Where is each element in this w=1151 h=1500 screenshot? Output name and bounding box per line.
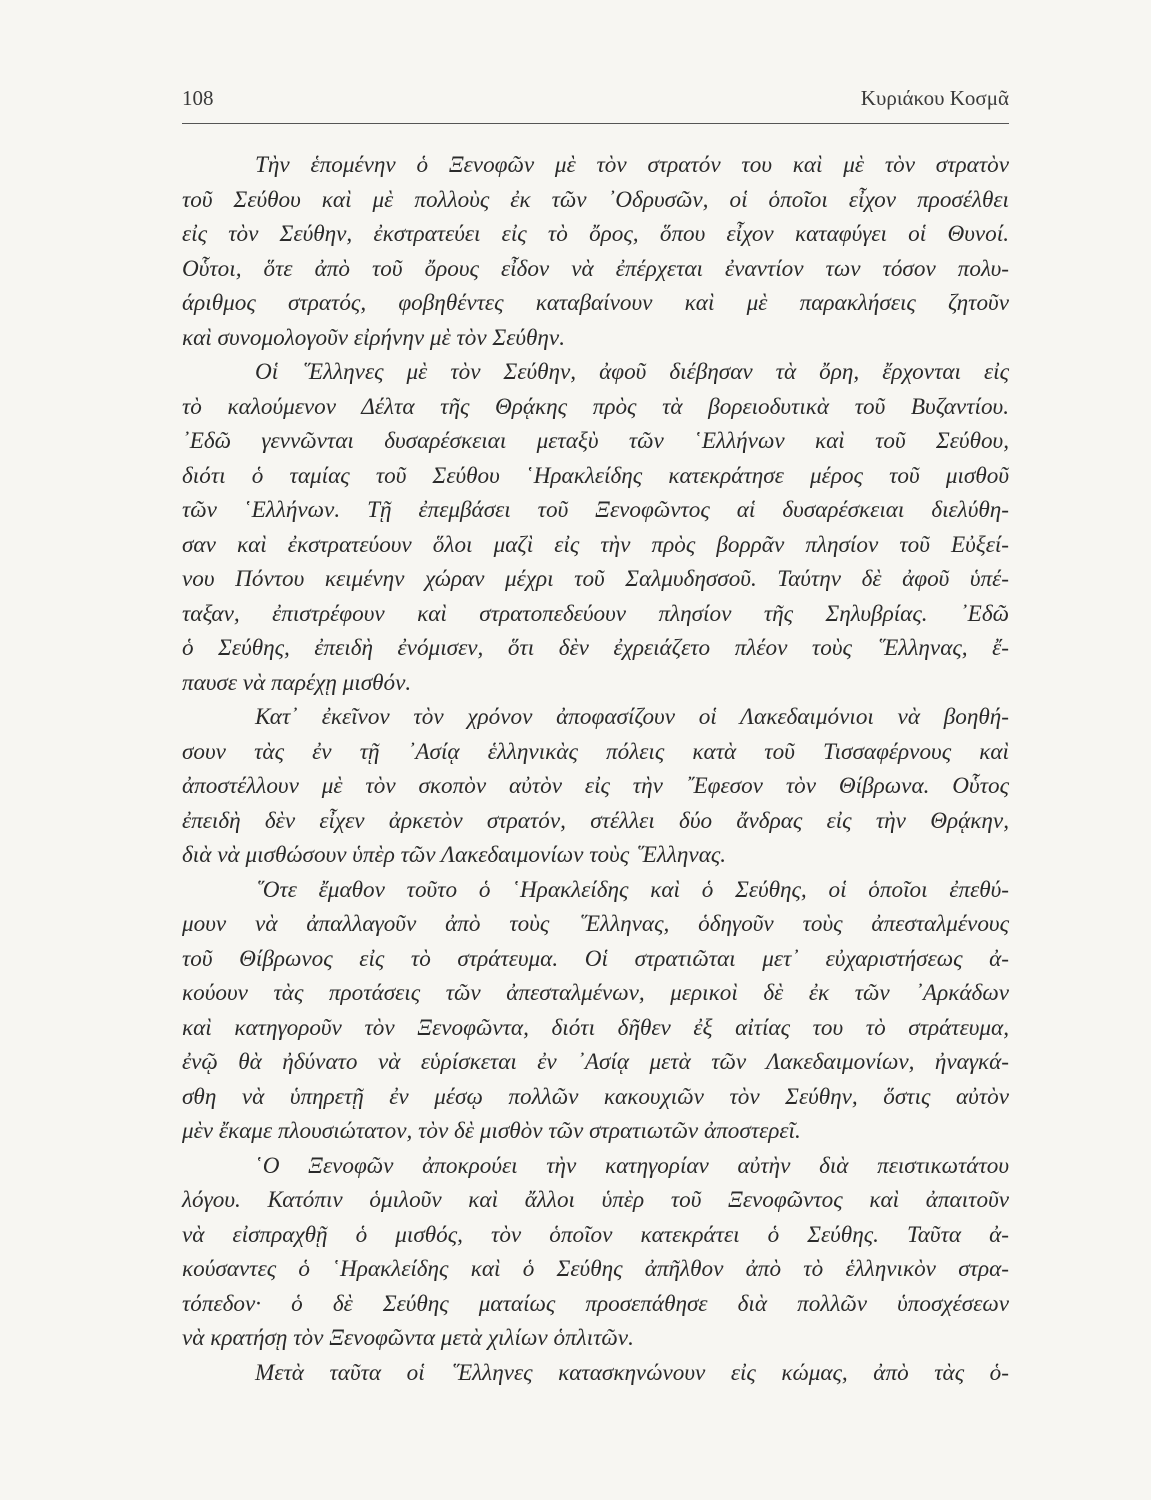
text-line: Κατ᾿ ἐκεῖνον τὸν χρόνον ἀποφασίζουν οἱ Λακεδαιμόνιοι νὰ βοηθή- xyxy=(255,704,1009,730)
text-line: τοῦ Θίβρωνος εἰς τὸ στράτευμα. Οἱ στρατιῶται μετ᾿ εὐχαριστήσεως ἀ- xyxy=(182,945,1009,972)
page-number: 108 xyxy=(182,86,214,110)
text-line: σθη νὰ ὑπηρετῇ ἐν μέσῳ πολλῶν κακουχιῶν τὸν Σεύθην, ὅστις αὐτὸν xyxy=(182,1083,1009,1110)
header-rule xyxy=(182,123,1009,124)
running-header xyxy=(182,86,1009,111)
text-line: τὸ καλούμενον Δέλτα τῆς Θρᾴκης πρὸς τὰ βορειοδυτικὰ τοῦ Βυζαντίου. xyxy=(182,393,1009,420)
text-line: ταξαν, ἐπιστρέφουν καὶ στρατοπεδεύουν πλησίον τῆς Σηλυβρίας. ᾿Εδῶ xyxy=(182,600,1009,627)
text-line: Οἱ ῞Ελληνες μὲ τὸν Σεύθην, ἀφοῦ διέβησαν τὰ ὄρη, ἔρχονται εἰς xyxy=(255,359,1009,385)
running-title: Κυριάκου Κοσμᾶ xyxy=(860,86,1009,110)
text-line: νὰ κρατήσῃ τὸν Ξενοφῶντα μετὰ χιλίων ὁπλιτῶν. xyxy=(182,1325,634,1351)
text-line: Τὴν ἑπομένην ὁ Ξενοφῶν μὲ τὸν στρατόν του καὶ μὲ τὸν στρατὸν xyxy=(255,152,1009,178)
text-line: ᾿Εδῶ γεννῶνται δυσαρέσκειαι μεταξὺ τῶν ῾Ελλήνων καὶ τοῦ Σεύθου, xyxy=(182,428,1009,454)
text-line: Μετὰ ταῦτα οἱ ῞Ελληνες κατασκηνώνουν εἰς κώμας, ἀπὸ τὰς ὁ- xyxy=(255,1359,1009,1386)
text-line: παυσε νὰ παρέχῃ μισθόν. xyxy=(182,669,412,696)
text-line: καὶ κατηγοροῦν τὸν Ξενοφῶντα, διότι δῆθεν ἐξ αἰτίας του τὸ στράτευμα, xyxy=(182,1014,1009,1041)
text-line: ῾Ο Ξενοφῶν ἀποκρούει τὴν κατηγορίαν αὐτὴν διὰ πειστικωτάτου xyxy=(255,1152,1009,1179)
text-line: εἰς τὸν Σεύθην, ἐκστρατεύει εἰς τὸ ὄρος, ὅπου εἶχον καταφύγει οἱ Θυνοί. xyxy=(182,221,1009,247)
text-line: ἀποστέλλουν μὲ τὸν σκοπὸν αὐτὸν εἰς τὴν ῎Εφεσον τὸν Θίβρωνα. Οὗτος xyxy=(182,773,1009,799)
body-text xyxy=(182,148,1009,1390)
text-line: σαν καὶ ἐκστρατεύουν ὅλοι μαζὶ εἰς τὴν πρὸς βορρᾶν πλησίον τοῦ Εὐξεί- xyxy=(182,531,1009,558)
text-line: νου Πόντου κειμένην χώραν μέχρι τοῦ Σαλμυδησσοῦ. Ταύτην δὲ ἀφοῦ ὑπέ- xyxy=(182,566,1009,592)
text-line: μὲν ἔκαμε πλουσιώτατον, τὸν δὲ μισθὸν τῶν στρατιωτῶν ἀποστερεῖ. xyxy=(182,1118,801,1144)
text-line: τῶν ῾Ελλήνων. Τῇ ἐπεμβάσει τοῦ Ξενοφῶντος αἱ δυσαρέσκειαι διελύθη- xyxy=(182,497,1009,523)
text-line: διότι ὁ ταμίας τοῦ Σεύθου ῾Ηρακλείδης κατεκράτησε μέρος τοῦ μισθοῦ xyxy=(182,462,1009,489)
text-line: άριθμος στρατός, φοβηθέντες καταβαίνουν καὶ μὲ παρακλήσεις ζητοῦν xyxy=(182,290,1009,316)
text-line: τόπεδον· ὁ δὲ Σεύθης ματαίως προσεπάθησε διὰ πολλῶν ὑποσχέσεων xyxy=(182,1290,1009,1317)
text-line: τοῦ Σεύθου καὶ μὲ πολλοὺς ἐκ τῶν ᾿Οδρυσῶν, οἱ ὁποῖοι εἶχον προσέλθει xyxy=(182,186,1009,213)
text-line: κούσαντες ὁ ῾Ηρακλείδης καὶ ὁ Σεύθης ἀπῆλθον ἀπὸ τὸ ἑλληνικὸν στρα- xyxy=(182,1256,1009,1282)
text-line: λόγου. Κατόπιν ὁμιλοῦν καὶ ἄλλοι ὑπὲρ τοῦ Ξενοφῶντος καὶ ἀπαιτοῦν xyxy=(182,1187,1009,1213)
text-line: καὶ συνομολογοῦν εἰρήνην μὲ τὸν Σεύθην. xyxy=(182,324,566,351)
text-line: Οὗτοι, ὅτε ἀπὸ τοῦ ὄρους εἶδον νὰ ἐπέρχεται ἐναντίον των τόσον πολυ- xyxy=(182,255,1009,282)
text-line: σουν τὰς ἐν τῇ ᾿Ασίᾳ ἑλληνικὰς πόλεις κατὰ τοῦ Τισσαφέρνους καὶ xyxy=(182,738,1009,765)
text-line: κούουν τὰς προτάσεις τῶν ἀπεσταλμένων, μερικοὶ δὲ ἐκ τῶν ᾿Αρκάδων xyxy=(182,980,1009,1006)
text-line: ὁ Σεύθης, ἐπειδὴ ἐνόμισεν, ὅτι δὲν ἐχρειάζετο πλέον τοὺς ῞Ελληνας, ἔ- xyxy=(182,635,1009,661)
text-line: ἐνῷ θὰ ἠδύνατο νὰ εὑρίσκεται ἐν ᾿Ασίᾳ μετὰ τῶν Λακεδαιμονίων, ἠναγκά- xyxy=(182,1049,1009,1075)
text-line: διὰ νὰ μισθώσουν ὑπὲρ τῶν Λακεδαιμονίων τοὺς ῞Ελληνας. xyxy=(182,842,727,868)
text-line: ῞Οτε ἔμαθον τοῦτο ὁ ῾Ηρακλείδης καὶ ὁ Σεύθης, οἱ ὁποῖοι ἐπεθύ- xyxy=(255,876,1009,903)
text-line: ἐπειδὴ δὲν εἶχεν ἀρκετὸν στρατόν, στέλλει δύο ἄνδρας εἰς τὴν Θρᾴκην, xyxy=(182,807,1009,834)
text-line: νὰ εἰσπραχθῇ ὁ μισθός, τὸν ὁποῖον κατεκράτει ὁ Σεύθης. Ταῦτα ἀ- xyxy=(182,1221,1009,1248)
text-line: μουν νὰ ἀπαλλαγοῦν ἀπὸ τοὺς ῞Ελληνας, ὁδηγοῦν τοὺς ἀπεσταλμένους xyxy=(182,911,1009,937)
